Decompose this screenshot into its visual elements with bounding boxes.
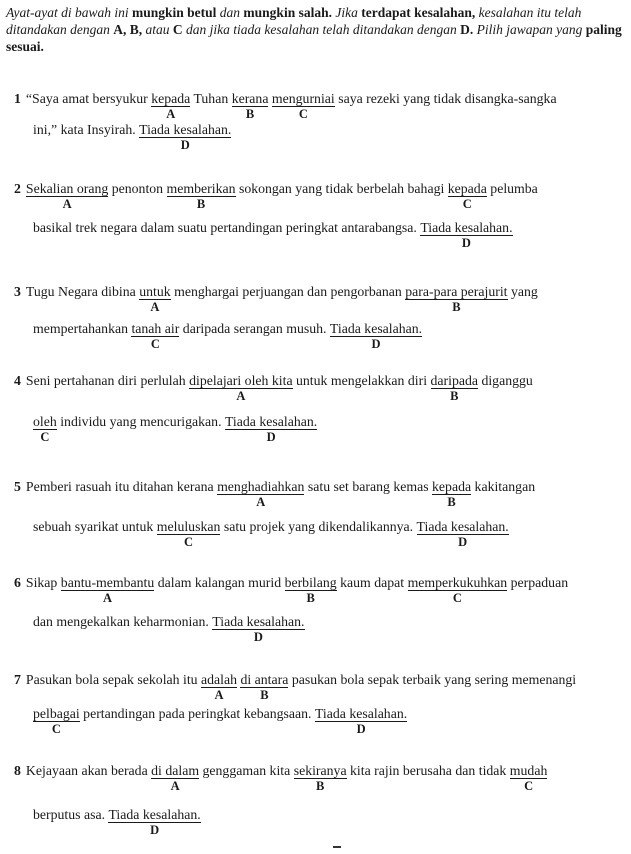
question-number: 1: [14, 91, 21, 106]
question-8-line-2: [33, 806, 201, 837]
question-text: untuk mengelakkan diri: [292, 373, 431, 388]
option-b-phrase: [284, 575, 337, 605]
option-a-phrase: [25, 181, 109, 211]
question-text: dalam kalangan murid: [154, 575, 285, 590]
option-label: A: [150, 300, 160, 314]
question-number: 8: [14, 763, 21, 778]
option-c-phrase: [33, 706, 80, 736]
underlined-text: dipelajari oleh kita: [189, 373, 293, 388]
option-label: B: [450, 389, 459, 403]
underlined-text: mengurniai: [271, 91, 335, 106]
option-label: B: [315, 779, 325, 793]
question-text: daripada serangan musuh.: [179, 321, 330, 336]
option-d-phrase: [224, 414, 318, 444]
underlined-text: oleh: [33, 414, 57, 429]
option-label: B: [306, 591, 315, 605]
question-text: individu yang mencurigakan.: [56, 414, 225, 429]
underlined-text: di dalam: [151, 763, 200, 778]
option-b-phrase: [405, 284, 508, 314]
option-a-phrase: [151, 91, 191, 121]
option-c-phrase: [131, 321, 180, 351]
underlined-text: Tiada kesalahan.: [108, 807, 201, 822]
underlined-text: meluluskan: [156, 519, 221, 534]
option-label: C: [298, 107, 308, 121]
question-text: diganggu: [478, 373, 533, 388]
option-label: B: [196, 197, 206, 211]
underlined-text: kerana: [231, 91, 269, 106]
option-a-phrase: [189, 373, 293, 403]
underlined-text: untuk: [139, 284, 171, 299]
underlined-text: memperkukuhkan: [407, 575, 508, 590]
question-text: “Saya amat bersyukur: [25, 91, 152, 106]
option-label: C: [40, 430, 50, 444]
option-label: A: [166, 107, 176, 121]
question-7-line-1: [14, 671, 577, 702]
underlined-text: Tiada kesalahan.: [416, 519, 509, 534]
question-2-line-1: [14, 180, 538, 211]
option-label: A: [103, 591, 113, 605]
option-label: A: [62, 197, 72, 211]
underlined-text: kepada: [151, 91, 191, 106]
instr-bold: mungkin salah.: [243, 5, 332, 20]
option-label: D: [371, 337, 381, 351]
instr-text: Ayat-ayat di bawah ini: [6, 5, 132, 20]
option-d-phrase: [420, 220, 513, 250]
question-number: 2: [14, 181, 21, 196]
option-d-phrase: [108, 807, 201, 837]
underlined-text: tanah air: [131, 321, 180, 336]
underlined-text: memberikan: [166, 181, 236, 196]
option-label: D: [461, 236, 471, 250]
instr-bold: A, B,: [113, 22, 143, 37]
option-label: D: [180, 138, 190, 152]
underlined-text: menghadiahkan: [217, 479, 305, 494]
option-label: D: [150, 823, 160, 837]
question-3-line-1: [14, 283, 538, 314]
instr-bold: D.: [460, 22, 474, 37]
question-text: Tugu Negara dibina: [25, 284, 140, 299]
question-text: penonton: [108, 181, 167, 196]
question-text: Pasukan bola sepak sekolah itu: [25, 672, 202, 687]
option-label: C: [462, 197, 472, 211]
underlined-text: Tiada kesalahan.: [212, 614, 305, 629]
question-text: basikal trek negara dalam suatu pertandingan peringkat antarabangsa.: [33, 220, 421, 235]
question-text: Sikap: [25, 575, 61, 590]
underlined-text: bantu-membantu: [60, 575, 155, 590]
question-7-line-2: [33, 705, 408, 736]
instr-bold: paling sesuai.: [6, 22, 622, 54]
underlined-text: pelbagai: [33, 706, 80, 721]
option-c-phrase: [271, 91, 335, 121]
instr-text: Pilih jawapan yang: [473, 22, 586, 37]
option-c-phrase: [509, 763, 548, 793]
question-8-line-1: [14, 762, 548, 793]
option-b-phrase: [430, 373, 479, 403]
question-5-line-2: [33, 518, 509, 549]
question-text: yang: [507, 284, 538, 299]
option-c-phrase: [447, 181, 487, 211]
question-5-line-1: [14, 478, 536, 509]
option-label: D: [266, 430, 276, 444]
question-text: Tuhan: [190, 91, 232, 106]
option-label: D: [253, 630, 263, 644]
option-label: A: [214, 688, 224, 702]
underlined-text: kepada: [447, 181, 487, 196]
question-text: kakitangan: [471, 479, 536, 494]
option-label: B: [245, 107, 255, 121]
option-d-phrase: [314, 706, 408, 736]
option-label: D: [356, 722, 366, 736]
option-d-phrase: [329, 321, 423, 351]
question-2-line-2: [33, 219, 513, 250]
option-a-phrase: [201, 672, 238, 702]
question-text: Seni pertahanan diri perlulah: [25, 373, 190, 388]
option-label: B: [447, 495, 456, 509]
underlined-text: Tiada kesalahan.: [224, 414, 318, 429]
instr-bold: C: [172, 22, 183, 37]
question-text: mempertahankan: [33, 321, 132, 336]
instr-text: kesalahan itu telah ditandakan dengan: [6, 5, 582, 37]
question-1-line-1: [14, 90, 557, 121]
question-text: berputus asa.: [33, 807, 109, 822]
question-text: sebuah syarikat untuk: [33, 519, 157, 534]
option-label: B: [452, 300, 461, 314]
option-b-phrase: [240, 672, 289, 702]
underlined-text: para-para perajurit: [405, 284, 508, 299]
instr-text: atau: [142, 22, 173, 37]
underlined-text: sekiranya: [293, 763, 347, 778]
question-text: Pemberi rasuah itu ditahan kerana: [25, 479, 218, 494]
question-3-line-2: [33, 320, 423, 351]
option-b-phrase: [432, 479, 472, 509]
question-text: satu set barang kemas: [304, 479, 433, 494]
option-b-phrase: [166, 181, 236, 211]
question-text: dan mengekalkan keharmonian.: [33, 614, 213, 629]
underlined-text: Tiada kesalahan.: [314, 706, 408, 721]
question-text: kita rajin berusaha dan tidak: [346, 763, 510, 778]
question-6-line-2: [33, 613, 305, 644]
option-label: D: [458, 535, 468, 549]
underlined-text: daripada: [430, 373, 478, 388]
underlined-text: Tiada kesalahan.: [420, 220, 513, 235]
option-label: C: [524, 779, 534, 793]
option-a-phrase: [139, 284, 171, 314]
option-c-phrase: [156, 519, 221, 549]
underlined-text: Sekalian orang: [25, 181, 109, 196]
option-a-phrase: [217, 479, 305, 509]
option-label: A: [256, 495, 266, 509]
underlined-text: mudah: [509, 763, 548, 778]
question-text: Kejayaan akan berada: [25, 763, 152, 778]
question-number: 7: [14, 672, 21, 687]
question-text: menghargai perjuangan dan pengorbanan: [170, 284, 406, 299]
option-a-phrase: [60, 575, 155, 605]
question-number: 3: [14, 284, 21, 299]
option-c-phrase: [407, 575, 508, 605]
instr-bold: terdapat kesalahan,: [361, 5, 476, 20]
question-4-line-2: [33, 413, 318, 444]
option-label: B: [260, 688, 269, 702]
option-d-phrase: [212, 614, 305, 644]
question-text: satu projek yang dikendalikannya.: [220, 519, 417, 534]
instructions: [6, 4, 626, 55]
question-text: saya rezeki yang tidak disangka-sangka: [334, 91, 557, 106]
question-number: 5: [14, 479, 21, 494]
question-text: perpaduan: [507, 575, 569, 590]
underlined-text: Tiada kesalahan.: [329, 321, 423, 336]
question-text: sokongan yang tidak berbelah bahagi: [235, 181, 448, 196]
option-label: C: [150, 337, 160, 351]
question-text: pelumba: [486, 181, 538, 196]
question-text: pasukan bola sepak terbaik yang sering memenangi: [288, 672, 577, 687]
question-number: 6: [14, 575, 21, 590]
instr-text: Jika: [331, 5, 362, 20]
question-number: 4: [14, 373, 21, 388]
question-text: pertandingan pada peringkat kebangsaan.: [79, 706, 315, 721]
underlined-text: berbilang: [284, 575, 337, 590]
question-text: ini,” kata Insyirah.: [33, 122, 140, 137]
option-d-phrase: [416, 519, 509, 549]
option-c-phrase: [33, 414, 57, 444]
option-label: C: [184, 535, 194, 549]
question-1-line-2: [33, 121, 232, 152]
option-a-phrase: [151, 763, 200, 793]
instr-text: dan jika tiada kesalahan telah ditandakan dengan: [182, 22, 461, 37]
underlined-text: Tiada kesalahan.: [139, 122, 232, 137]
option-label: C: [452, 591, 462, 605]
underlined-text: kepada: [432, 479, 472, 494]
question-text: kaum dapat: [336, 575, 408, 590]
underlined-text: di antara: [240, 672, 289, 687]
underlined-text: adalah: [201, 672, 238, 687]
instr-text: dan: [216, 5, 244, 20]
instr-bold: mungkin betul: [132, 5, 217, 20]
question-text: genggaman kita: [199, 763, 294, 778]
question-6-line-1: [14, 574, 569, 605]
option-label: C: [51, 722, 61, 736]
question-4-line-1: [14, 372, 533, 403]
option-label: A: [170, 779, 180, 793]
page-mark: [333, 846, 341, 848]
option-b-phrase: [231, 91, 269, 121]
option-b-phrase: [293, 763, 347, 793]
option-label: A: [236, 389, 246, 403]
option-d-phrase: [139, 122, 232, 152]
